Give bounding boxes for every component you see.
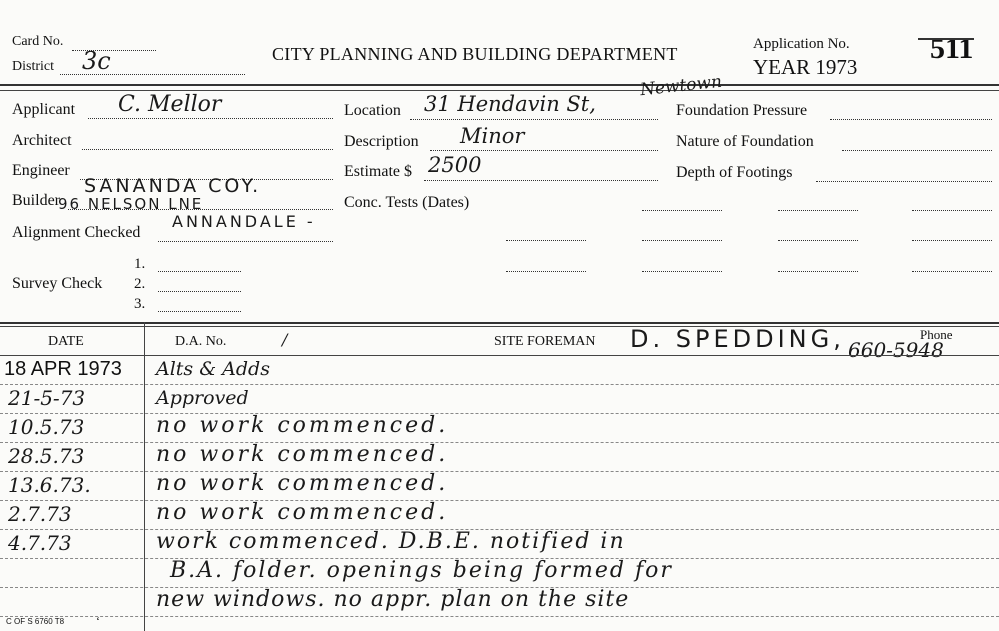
suburb-note: Newtown bbox=[639, 71, 723, 101]
builder-address-suburb: ANNANDALE - bbox=[172, 212, 316, 231]
log-entry: no work commenced. bbox=[156, 500, 449, 525]
log-entry: no work commenced. bbox=[156, 471, 449, 496]
application-number: 511 bbox=[930, 32, 974, 65]
log-entry: Approved bbox=[156, 387, 249, 409]
applicant-label: Applicant bbox=[12, 101, 76, 118]
estimate-value: 2500 bbox=[428, 153, 482, 177]
conc-tests-label: Conc. Tests (Dates) bbox=[344, 194, 470, 211]
application-no-label: Application No. bbox=[753, 36, 850, 52]
depth-of-footings-label: Depth of Footings bbox=[676, 164, 793, 181]
log-entry: Alts & Adds bbox=[156, 358, 270, 380]
year-label: YEAR 1973 bbox=[753, 55, 858, 79]
log-entry: work commenced. D.B.E. notified in bbox=[156, 529, 626, 554]
log-date: 2.7.73 bbox=[8, 502, 72, 526]
location-value: 31 Hendavin St, bbox=[424, 92, 596, 116]
print-code: C OF S 6760 T8 bbox=[6, 617, 65, 626]
foundation-pressure-label: Foundation Pressure bbox=[676, 102, 808, 119]
log-date: 13.6.73. bbox=[8, 473, 91, 497]
footer-mark: ‘ bbox=[96, 614, 100, 628]
description-value: Minor bbox=[460, 124, 525, 148]
site-foreman-value: D. SPEDDING, bbox=[630, 325, 845, 353]
da-no-value: / bbox=[282, 330, 288, 349]
log-date: 21-5-73 bbox=[8, 386, 86, 410]
engineer-label: Engineer bbox=[12, 162, 70, 179]
description-label: Description bbox=[344, 133, 419, 150]
date-column-header: DATE bbox=[48, 334, 84, 349]
builder-address-street: 96 NELSON LNE bbox=[58, 195, 204, 213]
log-entry: new windows. no appr. plan on the site bbox=[156, 587, 630, 612]
nature-of-foundation-label: Nature of Foundation bbox=[676, 133, 814, 150]
estimate-label: Estimate $ bbox=[344, 163, 412, 180]
alignment-checked-label: Alignment Checked bbox=[12, 224, 141, 241]
builder-label: Builder bbox=[12, 192, 60, 209]
district-value: 3c bbox=[82, 47, 111, 75]
survey-check-label: Survey Check bbox=[12, 275, 103, 292]
log-date: 18 APR 1973 bbox=[4, 358, 122, 380]
applicant-value: C. Mellor bbox=[118, 92, 222, 117]
log-entry: B.A. folder. openings being formed for bbox=[170, 558, 673, 583]
da-no-label: D.A. No. bbox=[175, 334, 227, 349]
site-foreman-label: SITE FOREMAN bbox=[494, 334, 596, 349]
log-date: 4.7.73 bbox=[8, 531, 72, 555]
survey-number-1: 1. bbox=[134, 256, 146, 272]
survey-number-2: 2. bbox=[134, 276, 146, 292]
builder-value: SANANDA COY. bbox=[84, 175, 262, 197]
architect-label: Architect bbox=[12, 132, 72, 149]
card-no-label: Card No. bbox=[12, 34, 64, 49]
log-entry: no work commenced. bbox=[156, 413, 449, 438]
log-date: 28.5.73 bbox=[8, 444, 85, 468]
log-date: 10.5.73 bbox=[8, 415, 85, 439]
phone-value: 660-5948 bbox=[848, 338, 944, 362]
phone-label: Phone bbox=[920, 327, 953, 342]
survey-number-3: 3. bbox=[134, 296, 146, 312]
department-title: CITY PLANNING AND BUILDING DEPARTMENT bbox=[272, 44, 678, 64]
log-entry: no work commenced. bbox=[156, 442, 449, 467]
district-label: District bbox=[12, 59, 54, 74]
location-label: Location bbox=[344, 102, 401, 119]
